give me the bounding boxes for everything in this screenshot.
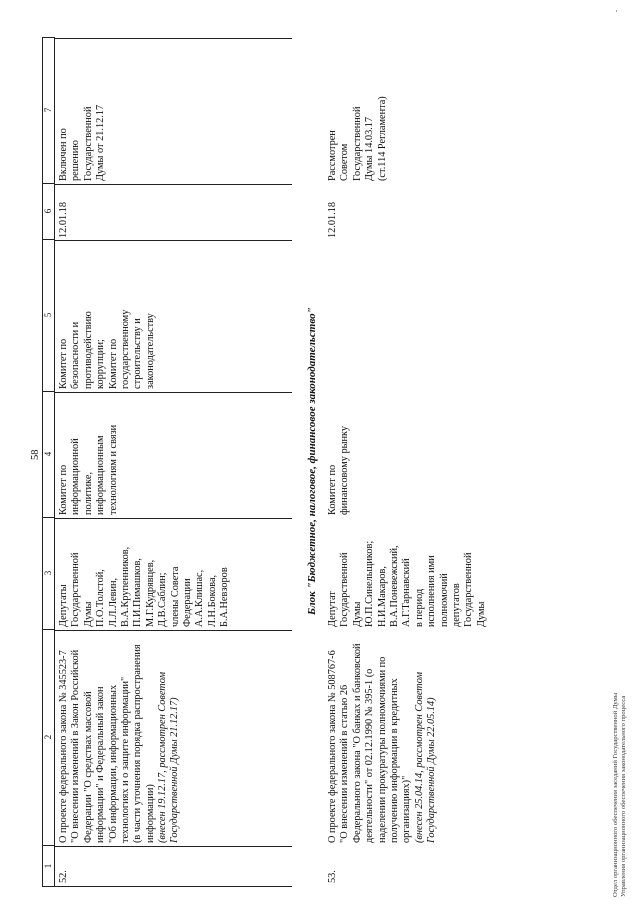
review-date: 12.01.18 — [58, 201, 69, 238]
bill-introduced-note: (внесен 25.04.14, рассмотрен Советом Государственной Думы 22.05.14) — [414, 671, 438, 843]
row-number: 52. — [58, 870, 69, 883]
row-number: 53. — [327, 870, 338, 883]
page-number: 58 — [30, 449, 41, 460]
bill-status: Рассмотрен Советом Государственной Думы 14.03.17 (ст.114 Регламента) — [327, 96, 388, 181]
header-col-3: 3 — [43, 517, 54, 630]
grid-line — [54, 886, 292, 887]
bill-authors: Депутаты Государственной Думы П.О.Толстой, Л.Л.Левин, В.А.Крупенников, П.И.Пимашков, М.Г.Кудрявцев, Д.В.Саблин; члены Совета Федерации А.А.Клишас, Л.Н.Бокова, Б.А.Невзоров — [58, 546, 231, 627]
bill-introduced-note: (внесен 19.12.17, рассмотрен Советом Государственной Думы 21.12.17) — [157, 671, 181, 843]
bill-description: О проекте федерального закона № 508767-6 "О внесении изменений в статью 26 Федерального закона "О банках и банковской деятельности" от 02.12.1990 № 395-1 (о наделении прокуратуры полномочиями по получению информации в кредитных организациях)" — [327, 643, 413, 843]
grid-line — [54, 38, 292, 39]
grid-line — [54, 184, 292, 185]
trailing-mark: . — [610, 10, 619, 12]
bill-description: О проекте федерального закона № 345523-7 "О внесении изменений в Закон Российской Федерации "О средствах массовой информации" и Федеральный закон "Об информации, информационных технологиях и о защите информации" (в части уточнения порядка распространения информации) — [58, 644, 156, 843]
header-col-4: 4 — [43, 391, 54, 518]
page-footer: Отдел организационного обеспечения заседаний Государственной Думы Управления организационного обеспечения законодательного процесса — [612, 692, 628, 897]
header-col-7: 7 — [43, 37, 54, 184]
responsible-committee: Комитет по финансовому рынку — [327, 425, 351, 515]
responsible-committee: Комитет по информационной политике, информационным технологиям и связи — [58, 424, 119, 515]
header-col-2: 2 — [43, 629, 54, 846]
header-col-6: 6 — [43, 183, 54, 240]
block-title: Блок "Бюджетное, налоговое, финансовое законодательство" — [306, 307, 318, 615]
grid-line — [54, 846, 292, 847]
bill-authors: Депутат Государственной Думы Ю.П.Синельщиков; Н.И.Макаров, В.А.Поневежский, А.Г.Тарнавский в период исполнения ими полномочий депутатов Государственной Думы — [327, 540, 487, 627]
header-col-1: 1 — [43, 863, 53, 869]
table-header — [42, 37, 55, 887]
header-col-5: 5 — [43, 239, 54, 392]
co-executor-committees: Комитет по безопасности и противодействию коррупции; Комитет по государственному строительству и законодательству — [58, 309, 156, 389]
bill-status: Включен по решению Государственной Думы от 21.12.17 — [58, 104, 107, 181]
review-date: 12.01.18 — [327, 201, 338, 238]
